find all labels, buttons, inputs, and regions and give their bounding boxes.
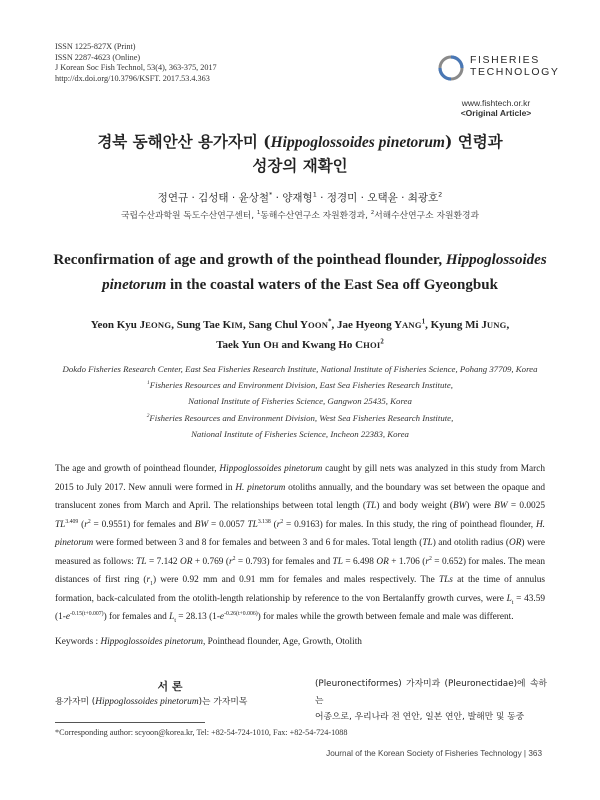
- korean-affil-part1: 국립수산과학원 독도수산연구센터,: [121, 211, 257, 221]
- exponent: 2: [428, 555, 432, 562]
- affiliation-line1: Dokdo Fisheries Research Center, East Sea Fisheries Research Institute, National Institute of Fisheries Science, Pohang 37709, Korea: [62, 364, 538, 374]
- equation-text: = 43.59 (1-: [55, 593, 546, 622]
- english-authors-line2: [40, 335, 560, 355]
- fisheries-technology-logo: [438, 54, 560, 96]
- logo-line2: TECHNOLOGY: [470, 66, 560, 78]
- author-separator: ,: [506, 319, 510, 331]
- exponent: -0.26(t+0.006): [224, 610, 258, 617]
- corresponding-author-footnote: *Corresponding author: scyoon@korea.kr, Tel: +82-54-724-1010, Fax: +82-54-724-1088: [55, 728, 348, 737]
- variable: BW: [452, 501, 467, 511]
- variable: TL: [136, 556, 147, 567]
- author-surname-initial: C: [355, 339, 364, 351]
- korean-title: [40, 130, 560, 177]
- author-surname-rest: H: [271, 340, 279, 350]
- species-name: Hippoglossoides pinetorum: [95, 697, 199, 707]
- variable: BW: [194, 519, 209, 530]
- author-surname-rest: ANG: [402, 320, 422, 330]
- korean-affiliation: [40, 208, 560, 221]
- abstract-text: at the time of annulus formation, back-calculated from the otolith-length relationship by reference to the von Bertalanffy growth curves, were: [55, 575, 546, 604]
- korean-affil-mark2: 2: [370, 210, 375, 217]
- author-surname-rest: OON: [308, 320, 329, 330]
- abstract-text: = 0.652) for males. The mean distances of first ring (: [55, 556, 545, 585]
- affil-mark-2: 2: [438, 190, 443, 199]
- variable: OR: [179, 556, 193, 567]
- variable: TL: [247, 519, 258, 530]
- author-given: Kwang Ho: [301, 339, 356, 351]
- body-right-line2: 어종으로, 우리나라 전 연안, 일본 연안, 발해만 및 동중: [315, 712, 525, 722]
- variable: L: [169, 612, 175, 622]
- issn-online: ISSN 2287-4623 (Online): [55, 52, 141, 62]
- affiliation-line4: [40, 410, 560, 426]
- equation-text: (: [78, 519, 85, 530]
- species-name: H. pinetorum: [55, 519, 546, 548]
- affiliation-line5: National Institute of Fisheries Science, Incheon 22383, Korea: [191, 428, 409, 439]
- subscript: t: [511, 599, 514, 606]
- korean-author-group3: · 정경미 · 오택윤 · 최광호: [316, 192, 439, 204]
- species-name: Hippoglossoides pinetorum: [219, 464, 323, 474]
- author-given: , Sung Tae: [171, 319, 223, 331]
- variable: e: [65, 612, 70, 622]
- abstract-text: ) and otolith radius (: [432, 538, 510, 548]
- english-title-part2: in the coastal waters of the East Sea off Gyeongbuk: [166, 277, 498, 293]
- author-surname-initial: J: [139, 319, 146, 331]
- author-given: , Kyung Mi: [425, 319, 482, 331]
- korean-title-species: Hippoglossoides pinetorum: [270, 134, 445, 151]
- korean-author-group2: · 양재형: [272, 192, 313, 204]
- abstract-text: The age and growth of pointhead flounder,: [55, 464, 220, 474]
- subscript: 1: [150, 580, 154, 587]
- keywords-list: , Pointhead flounder, Age, Growth, Otolith: [202, 637, 362, 647]
- keywords-label: Keywords :: [55, 637, 101, 647]
- equation-text: + 1.706 (: [388, 556, 426, 567]
- affil-mark-2: 2: [146, 412, 150, 419]
- logo-wordmark: [470, 54, 560, 78]
- species-name: H. pinetorum: [235, 482, 286, 493]
- abstract-text: ) and body weight (: [376, 501, 453, 511]
- keywords: [55, 637, 362, 647]
- equation-text: = 7.142: [146, 556, 180, 567]
- variable: r: [228, 556, 233, 567]
- author-surname-rest: IM: [231, 320, 243, 330]
- corresponding-mark: *: [269, 190, 273, 199]
- body-right-line1: (Pleuronectiformes) 가자미과 (Pleuronectidae)에 속하는: [315, 679, 547, 706]
- author-given: , Sang Chul: [242, 319, 301, 331]
- section-title-introduction: 서 론: [157, 680, 183, 693]
- variable: BW: [494, 501, 508, 511]
- abstract-text: = 0.793) for females and: [235, 556, 333, 567]
- equation-text: (: [270, 519, 277, 530]
- variable: TL: [332, 556, 343, 567]
- author-surname-initial: K: [222, 319, 232, 331]
- equation-text: = 0.0025: [507, 501, 545, 511]
- abstract-text: = 0.9551) for females and: [90, 519, 195, 530]
- footnote-divider: [55, 722, 205, 723]
- abstract-text: caught by gill nets was analyzed in this study from March 2015 to July 2017. New annuli were formed in: [55, 464, 546, 493]
- author-given: Taek Yun: [216, 339, 264, 351]
- author-surname-rest: HOI: [363, 340, 381, 350]
- english-title-part1: Reconfirmation of age and growth of the pointhead flounder,: [53, 252, 446, 268]
- abstract-text: ) were: [466, 501, 495, 511]
- variable: e: [219, 612, 225, 622]
- variable: r: [146, 575, 151, 585]
- equation-text: = 0.0057: [208, 519, 248, 530]
- variable: TL: [55, 519, 66, 530]
- exponent: 2: [87, 518, 91, 525]
- equation-text: = 6.498: [342, 556, 377, 567]
- abstract-text: ) were measured as follows:: [55, 538, 546, 567]
- korean-affil-part3: 서해수산연구소 자원환경과: [374, 211, 479, 221]
- abstract-text: ) for females and: [103, 612, 170, 622]
- variable: OR: [376, 556, 389, 567]
- body-text: 용가자미 (: [55, 697, 96, 707]
- affil-mark-1: 1: [147, 380, 150, 387]
- body-text: )는 가자미목: [198, 697, 248, 707]
- issn-print: ISSN 1225-827X (Print): [55, 42, 136, 51]
- variable: TLs: [438, 575, 453, 585]
- korean-affil-part2: 동해수산연구소 자원환경과,: [260, 211, 371, 221]
- variable: TL: [365, 501, 377, 511]
- affil-mark-1: 1: [312, 190, 317, 199]
- affil-mark-1: 1: [421, 318, 426, 326]
- exponent: 3.409: [65, 518, 79, 525]
- korean-title-prefix: 경북 동해안산 용가자미 (: [97, 132, 271, 151]
- citation: J Korean Soc Fish Technol, 53(4), 363-375, 2017: [55, 63, 217, 73]
- page-footer: Journal of the Korean Society of Fisheries Technology | 363: [326, 749, 542, 758]
- korean-affil-mark1: 1: [256, 210, 261, 217]
- affil-mark-2: 2: [380, 338, 384, 346]
- variable: OR: [509, 538, 522, 548]
- english-authors-line1: [40, 315, 560, 335]
- body-left-column: [55, 694, 290, 710]
- article-type: <Original Article>: [460, 108, 532, 118]
- keywords-species: Hippoglossoides pinetorum: [100, 637, 203, 647]
- author-surname-initial: Y: [394, 319, 403, 331]
- affiliation-line3: National Institute of Fisheries Science, Gangwon 25435, Korea: [188, 396, 412, 407]
- exponent: 2: [232, 555, 236, 562]
- variable: r: [84, 519, 88, 530]
- variable: TL: [422, 538, 433, 548]
- author-surname-initial: Y: [300, 319, 308, 331]
- english-authors: [40, 315, 560, 355]
- author-surname-rest: UNG: [486, 320, 507, 330]
- korean-authors: [40, 190, 560, 205]
- affiliation-text: Fisheries Resources and Environment Division, East Sea Fisheries Research Institute,: [149, 380, 453, 391]
- doi-link[interactable]: http://dx.doi.org/10.3796/KSFT. 2017.53.4.363: [55, 73, 210, 83]
- affiliation-line2: [40, 377, 560, 393]
- abstract-text: = 0.9163) for males. In this study, the ring of pointhead flounder,: [283, 519, 536, 530]
- abstract-text: ) were 0.92 mm and 0.91 mm for females and males respectively. The: [153, 575, 439, 585]
- variable: r: [425, 556, 429, 567]
- abstract-text: were formed between 3 and 8 for females and between 3 and 6 for males. Total length (: [93, 538, 423, 548]
- author-separator: and: [278, 339, 302, 351]
- journal-meta: [55, 42, 217, 84]
- body-right-column: [315, 676, 547, 726]
- exponent: -0.15(t+0.007): [69, 610, 104, 617]
- journal-website-link[interactable]: www.fishtech.or.kr: [461, 98, 531, 108]
- affiliation-text: Fisheries Resources and Environment Division, West Sea Fisheries Research Institute,: [149, 412, 454, 423]
- english-title: [40, 248, 560, 298]
- logo-line1: FISHERIES: [470, 54, 540, 66]
- author-surname-rest: EONG: [145, 320, 172, 330]
- subscript: t: [174, 617, 176, 624]
- author-surname-initial: O: [263, 339, 272, 351]
- exponent: 2: [280, 518, 284, 525]
- english-title-species: Hippoglossoides pinetorum: [102, 252, 547, 293]
- author-given: , Jae Hyeong: [331, 319, 395, 331]
- english-affiliations: [40, 361, 560, 442]
- abstract-text: ) for males while the growth between female and male was different.: [257, 612, 514, 622]
- abstract: [55, 460, 545, 627]
- author-surname-initial: J: [481, 319, 487, 331]
- exponent: 3.138: [257, 518, 271, 525]
- equation-text: + 0.769 (: [192, 556, 229, 567]
- korean-title-suffix: ) 연령과: [445, 132, 503, 151]
- corresponding-mark: *: [328, 318, 332, 326]
- variable: L: [506, 593, 512, 604]
- variable: r: [276, 519, 281, 530]
- korean-title-line2: 성장의 재확인: [252, 156, 348, 175]
- abstract-text: otoliths annually, and the boundary was set between the opaque and translucent zones from March and April. The relationships between total length (: [55, 482, 545, 511]
- fish-hook-logo-icon: [438, 54, 468, 84]
- equation-text: = 28.13 (1-: [175, 612, 220, 622]
- korean-author-group1: 정연규 · 김성태 · 윤상철: [157, 192, 269, 204]
- author-given: Yeon Kyu: [90, 319, 140, 331]
